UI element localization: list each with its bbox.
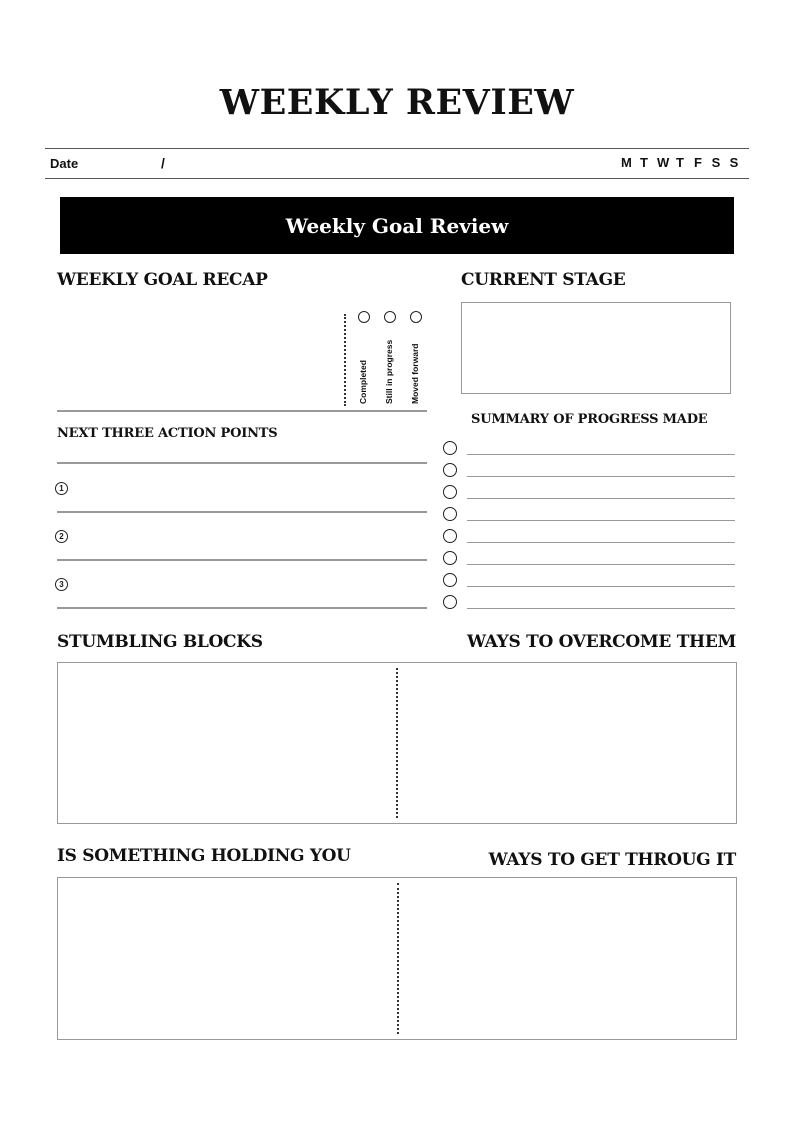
action-point-2-field[interactable]: [75, 514, 425, 558]
progress-checklist: [443, 441, 738, 613]
weekday-saturday[interactable]: S: [711, 155, 721, 170]
progress-item-line[interactable]: [467, 608, 735, 609]
action-point-3-field[interactable]: [75, 562, 425, 606]
progress-item-checkbox[interactable]: [443, 573, 457, 587]
weekday-monday[interactable]: M: [621, 155, 632, 170]
current-stage-box[interactable]: [461, 302, 731, 394]
ways-to-get-through-field[interactable]: [400, 878, 735, 1038]
progress-item-line[interactable]: [467, 564, 735, 565]
stumbling-blocks-heading: STUMBLING BLOCKS: [57, 632, 263, 652]
status-completed-checkbox[interactable]: [358, 311, 370, 323]
ways-to-get-through-heading: WAYS TO GET THROUG IT: [488, 850, 736, 870]
progress-item-line[interactable]: [467, 476, 735, 477]
progress-item-checkbox[interactable]: [443, 551, 457, 565]
progress-summary-heading: SUMMARY OF PROGRESS MADE: [471, 412, 708, 427]
action-point-2-rule: [57, 559, 427, 561]
date-label: Date: [50, 156, 79, 171]
progress-item-line[interactable]: [467, 542, 735, 543]
current-stage-heading: CURRENT STAGE: [461, 270, 626, 290]
progress-item-checkbox[interactable]: [443, 507, 457, 521]
status-moved-forward-checkbox[interactable]: [410, 311, 422, 323]
action-number-2: 2: [55, 530, 68, 543]
goal-recap-writing-area[interactable]: [57, 300, 339, 408]
ways-to-overcome-heading: WAYS TO OVERCOME THEM: [466, 632, 736, 652]
section-banner: Weekly Goal Review: [60, 197, 734, 254]
page-title: WEEKLY REVIEW: [219, 82, 575, 123]
progress-item-line[interactable]: [467, 498, 735, 499]
action-number-1: 1: [55, 482, 68, 495]
status-in-progress-label: Still in progress: [384, 339, 394, 404]
holding-you-heading: IS SOMETHING HOLDING YOU: [57, 846, 351, 866]
progress-item-line[interactable]: [467, 586, 735, 587]
recap-dotted-divider: [344, 314, 346, 406]
progress-item-checkbox[interactable]: [443, 441, 457, 455]
action-number-3: 3: [55, 578, 68, 591]
progress-item-line[interactable]: [467, 454, 735, 455]
weekday-wednesday[interactable]: W: [657, 155, 670, 170]
action-point-1-field[interactable]: [75, 466, 425, 510]
recap-bottom-rule: [57, 410, 427, 412]
date-separator: /: [161, 155, 165, 171]
stumbling-blocks-field[interactable]: [58, 663, 396, 822]
action-points-heading: NEXT THREE ACTION POINTS: [57, 426, 278, 441]
status-completed-label: Completed: [358, 360, 368, 404]
holding-you-box: [57, 877, 737, 1040]
weekday-thursday[interactable]: T: [676, 155, 684, 170]
progress-item-checkbox[interactable]: [443, 463, 457, 477]
action-point-3-rule: [57, 607, 427, 609]
action-point-1-rule: [57, 511, 427, 513]
ways-to-overcome-field[interactable]: [399, 663, 735, 822]
progress-item-checkbox[interactable]: [443, 595, 457, 609]
header-top-rule: [45, 148, 749, 149]
progress-item-checkbox[interactable]: [443, 529, 457, 543]
progress-item-line[interactable]: [467, 520, 735, 521]
holding-you-field[interactable]: [58, 878, 397, 1038]
weekday-sunday[interactable]: S: [729, 155, 739, 170]
holding-dotted-divider: [397, 883, 399, 1034]
stumbling-dotted-divider: [396, 668, 398, 818]
weekday-friday[interactable]: F: [694, 155, 702, 170]
stumbling-blocks-box: [57, 662, 737, 824]
status-moved-forward-label: Moved forward: [410, 343, 420, 404]
weekday-tuesday[interactable]: T: [640, 155, 648, 170]
weekly-goal-recap-heading: WEEKLY GOAL RECAP: [57, 270, 268, 290]
action-heading-rule: [57, 462, 427, 464]
header-bottom-rule: [45, 178, 749, 179]
weekday-selector: [621, 155, 739, 170]
status-in-progress-checkbox[interactable]: [384, 311, 396, 323]
progress-item-checkbox[interactable]: [443, 485, 457, 499]
